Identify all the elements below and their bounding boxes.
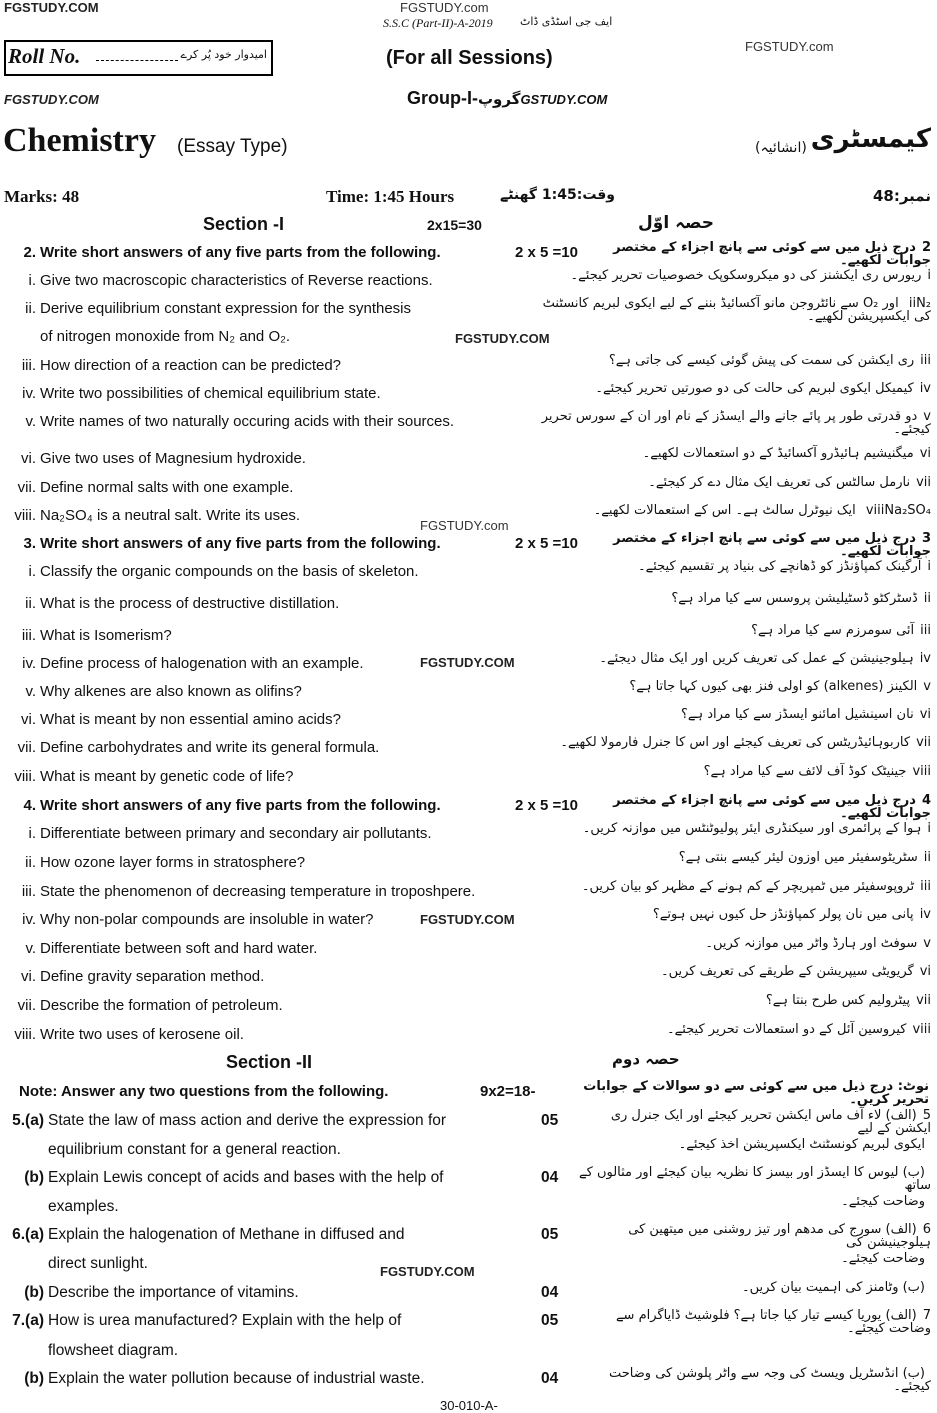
- part-number-urdu: vii: [916, 735, 931, 750]
- part-text: [6, 1026, 244, 1043]
- part-text: [6, 997, 283, 1014]
- part-label: Write two uses of kerosene oil.: [40, 1026, 244, 1043]
- part-number: i.: [28, 563, 36, 580]
- part-number-urdu: viii: [912, 1022, 931, 1037]
- part-text: [6, 911, 374, 928]
- question-label: Write short answers of any five parts from the following.: [40, 244, 441, 261]
- roll-label: Roll No.: [8, 44, 81, 68]
- part-label: Differentiate between primary and secondary air pollutants.: [40, 825, 432, 842]
- question-number: 5.(a): [12, 1112, 44, 1129]
- question-part-row: [0, 353, 937, 381]
- question-text: [6, 535, 441, 552]
- section-2-note-urdu: نوٹ: درج ذیل میں سے کوئی سے دو سوالات کے جوابات تحریر کریں۔: [583, 1079, 929, 1107]
- part-number: iv.: [22, 385, 36, 402]
- question-row: [0, 1194, 937, 1222]
- part-label: What is meant by non essential amino acids?: [40, 711, 341, 728]
- question-label: Describe the importance of vitamins.: [48, 1284, 299, 1301]
- part-number: i.: [28, 825, 36, 842]
- question-urdu: [578, 1195, 931, 1221]
- part-number: vi.: [21, 968, 36, 985]
- part-urdu-text: پانی میں نان پولر کمپاؤنڈز حل کیوں نہیں ہوتے؟: [652, 907, 914, 922]
- part-urdu: [540, 354, 931, 380]
- question-urdu-text: ایکوی لبریم کونسٹنٹ ایکسپریشن اخذ کیجئے۔: [678, 1137, 925, 1152]
- question-number: 7.(a): [12, 1312, 44, 1329]
- question-text: [2, 1370, 425, 1388]
- part-urdu: [540, 765, 931, 791]
- part-label: Give two macroscopic characteristics of Reverse reactions.: [40, 272, 433, 289]
- question-row: [0, 1338, 937, 1366]
- question-marks: 04: [541, 1284, 559, 1301]
- marks-urdu: نمبر:48: [872, 187, 931, 205]
- part-number: viii.: [14, 1026, 36, 1043]
- sessions: (For all Sessions): [386, 47, 553, 69]
- section-2-note: Note: Answer any two questions from the following.: [19, 1083, 389, 1100]
- question-row: [0, 1251, 937, 1279]
- question-number: (b): [24, 1169, 44, 1186]
- part-label: Differentiate between soft and hard water.: [40, 940, 318, 957]
- part-label: Describe the formation of petroleum.: [40, 997, 283, 1014]
- part-label: Derive equilibrium constant expression for the synthesis: [40, 300, 412, 317]
- watermark: FGSTUDY.COM: [420, 912, 515, 927]
- question-row: [0, 240, 937, 268]
- question-part-row: [0, 936, 937, 964]
- part-number: vii.: [17, 739, 36, 756]
- paper-type-urdu: (انشائیہ): [755, 140, 807, 156]
- part-number-urdu: iii: [920, 623, 931, 638]
- question-text: [6, 797, 441, 814]
- question-marks: 05: [541, 1312, 559, 1329]
- part-urdu: [540, 325, 931, 351]
- question-urdu: [612, 532, 931, 558]
- exam-title-urdu: ایف جی اسٹڈی ڈاٹ: [520, 15, 613, 28]
- part-urdu: [540, 560, 931, 586]
- question-part-row: [0, 907, 937, 935]
- section-1-marks: 2x15=30: [427, 217, 482, 233]
- part-number: viii.: [14, 507, 36, 524]
- question-label: flowsheet diagram.: [48, 1342, 179, 1359]
- part-label: Give two uses of Magnesium hydroxide.: [40, 450, 306, 467]
- part-label: Write names of two naturally occuring acids with their sources.: [40, 413, 455, 430]
- part-urdu-text: ریورس ری ایکشنز کی دو میکروسکوپک خصوصیات تحریر کیجئے۔: [570, 268, 922, 283]
- question-label: Explain the water pollution because of industrial waste.: [48, 1370, 425, 1387]
- part-number: ii.: [25, 854, 36, 871]
- question-text: [2, 1112, 446, 1130]
- part-text: [6, 883, 475, 900]
- section-1-title-urdu: حصہ اوّل: [638, 213, 715, 233]
- section-2-marks: 9x2=18-: [480, 1083, 536, 1100]
- part-urdu: [540, 908, 931, 934]
- question-part-row: [0, 879, 937, 907]
- question-part-row: [0, 559, 937, 587]
- question-part-row: [0, 475, 937, 503]
- section-1-title: Section -I: [203, 214, 285, 234]
- part-number-urdu: i: [927, 821, 931, 836]
- question-urdu-text: (الف) لاء آف ماس ایکشن تحریر کیجئے اور ایک جنرل ری ایکشن کے لیے: [610, 1108, 931, 1136]
- question-row: [0, 1366, 937, 1394]
- part-number-urdu: viii: [912, 764, 931, 779]
- question-number: 4.: [23, 797, 36, 814]
- part-urdu-text: N₂ اور O₂ سے نائٹروجن مانو آکسائیڈ بننے کے لیے ایکوی لبریم کانسٹنٹ کی ایکسپریشن لکھیے۔: [542, 296, 931, 324]
- question-part-row: [0, 591, 937, 619]
- question-urdu: [578, 1339, 931, 1365]
- question-label: How is urea manufactured? Explain with the help of: [48, 1312, 402, 1329]
- part-urdu: [540, 880, 931, 906]
- question-part-row: [0, 268, 937, 296]
- question-number: 3.: [23, 535, 36, 552]
- part-urdu-text: ری ایکشن کی سمت کی پیش گوئی کیسے کی جاتی ہے؟: [608, 353, 915, 368]
- question-label: direct sunlight.: [48, 1255, 148, 1272]
- part-urdu: [540, 447, 931, 473]
- part-number-urdu: v: [923, 936, 931, 951]
- marks: Marks: 48: [4, 187, 80, 206]
- part-urdu: [540, 504, 931, 530]
- part-text: [6, 450, 306, 467]
- part-label: Define carbohydrates and write its general formula.: [40, 739, 380, 756]
- part-number-urdu: iii: [920, 879, 931, 894]
- watermark: FGSTUDY.COM: [4, 92, 99, 107]
- question-text: [2, 1284, 299, 1302]
- question-urdu: [578, 1223, 931, 1249]
- part-label: State the phenomenon of decreasing temperature in troposhpere.: [40, 883, 476, 900]
- part-urdu-text: ٹروپوسفیئر میں ٹمپریچر کے کم ہونے کے مظہر کو بیان کریں۔: [581, 879, 915, 894]
- question-part-row: [0, 993, 937, 1021]
- question-row: [0, 1137, 937, 1165]
- question-urdu: [578, 1252, 931, 1278]
- question-row: [0, 1222, 937, 1250]
- watermark: FGSTUDY.COM: [455, 331, 550, 346]
- part-text: [6, 825, 432, 842]
- subject-urdu: کیمسٹری: [810, 124, 931, 154]
- question-urdu: [612, 241, 931, 267]
- subject: Chemistry: [3, 122, 156, 159]
- question-marks: 2 x 5 =10: [515, 244, 578, 261]
- part-label: Define normal salts with one example.: [40, 479, 294, 496]
- roll-number-box[interactable]: [4, 40, 273, 76]
- part-number: viii.: [14, 768, 36, 785]
- part-urdu: [540, 382, 931, 408]
- part-urdu: [540, 476, 931, 502]
- question-number-urdu: 5: [922, 1108, 931, 1123]
- question-part-row: [0, 821, 937, 849]
- part-number-urdu: vi: [919, 707, 931, 722]
- question-urdu-text: (الف) سورج کی مدھم اور تیز روشنی میں میتھین کی ہیلوجینیشن کی: [628, 1222, 931, 1250]
- question-text: [2, 1169, 444, 1187]
- question-urdu-text: (ب) لیوس کا ایسڈز اور بیسز کا نظریہ بیان کیجئے اور مثالوں کے ساتھ: [579, 1165, 931, 1193]
- question-part-row: [0, 503, 937, 531]
- part-number: iv.: [22, 655, 36, 672]
- watermark: FGSTUDY.COM: [420, 655, 515, 670]
- part-urdu: [540, 822, 931, 848]
- question-marks: 05: [541, 1226, 559, 1243]
- part-number-urdu: ii: [908, 296, 917, 311]
- question-marks: 04: [541, 1169, 559, 1186]
- question-urdu: [578, 1367, 931, 1393]
- part-urdu-text: پیٹرولیم کس طرح بنتا ہے؟: [765, 993, 911, 1008]
- question-text: [2, 1198, 119, 1216]
- part-number-urdu: viii: [865, 503, 885, 518]
- paper-code: 30-010-A-: [440, 1398, 498, 1413]
- part-number-urdu: vi: [919, 964, 931, 979]
- question-marks: 04: [541, 1370, 559, 1387]
- question-label: Explain Lewis concept of acids and bases with the help of: [48, 1169, 444, 1186]
- question-label: Write short answers of any five parts from the following.: [40, 797, 441, 814]
- part-urdu: [540, 680, 931, 706]
- part-text: [6, 711, 341, 728]
- part-number-urdu: vii: [916, 993, 931, 1008]
- question-part-row: [0, 707, 937, 735]
- question-number: 6.(a): [12, 1226, 44, 1243]
- part-text: [6, 328, 290, 345]
- part-urdu: [540, 652, 931, 678]
- question-label: equilibrium constant for a general reaction.: [48, 1141, 341, 1158]
- question-text: [2, 1312, 401, 1330]
- part-urdu-text: آئی سومرزم سے کیا مراد ہے؟: [751, 623, 915, 638]
- question-text: [6, 244, 441, 261]
- question-row: [0, 793, 937, 821]
- question-row: [0, 1308, 937, 1336]
- question-part-row: [0, 1022, 937, 1050]
- part-text: [6, 940, 317, 957]
- part-urdu-text: آرگینک کمپاؤنڈز کو ڈھانچے کی بنیاد پر تقسیم کیجئے۔: [637, 559, 922, 574]
- question-marks: 05: [541, 1112, 559, 1129]
- part-text: [6, 768, 293, 785]
- part-text: [6, 385, 381, 402]
- part-urdu: [540, 1023, 931, 1049]
- part-number: vi.: [21, 450, 36, 467]
- part-text: [6, 413, 454, 430]
- watermark: FGSTUDY.COM: [4, 0, 99, 15]
- watermark: FGSTUDY.com: [420, 518, 509, 533]
- part-number: iii.: [21, 357, 36, 374]
- part-urdu-text: سوفٹ اور ہارڈ واٹر میں موازنہ کریں۔: [705, 936, 918, 951]
- part-text: [6, 595, 339, 612]
- part-urdu: [540, 965, 931, 991]
- part-label: How direction of a reaction can be predicted?: [40, 357, 342, 374]
- question-urdu: [578, 1166, 931, 1192]
- part-urdu-text: نارمل سالٹس کی تعریف ایک مثال دے کر کیجئے۔: [648, 475, 911, 490]
- part-label: Why alkenes are also known as olifins?: [40, 683, 302, 700]
- part-label: Define gravity separation method.: [40, 968, 265, 985]
- part-number: iii.: [21, 883, 36, 900]
- part-number-urdu: v: [923, 679, 931, 694]
- part-text: [6, 272, 433, 289]
- part-label: What is the process of destructive distillation.: [40, 595, 340, 612]
- part-text: [6, 739, 379, 756]
- question-text: [2, 1255, 148, 1273]
- part-urdu: [540, 410, 931, 436]
- question-text: [2, 1226, 405, 1244]
- part-label: Classify the organic compounds on the basis of skeleton.: [40, 563, 419, 580]
- part-number-urdu: iv: [919, 651, 931, 666]
- question-urdu: [578, 1309, 931, 1335]
- part-number: ii.: [25, 595, 36, 612]
- part-urdu-text: کاربوہائیڈریٹس کی تعریف کیجئے اور اس کا جنرل فارمولا لکھیے۔: [560, 735, 911, 750]
- part-text: [6, 968, 264, 985]
- question-row: [0, 1165, 937, 1193]
- part-urdu: [540, 624, 931, 650]
- exam-title: S.S.C (Part-II)-A-2019: [383, 16, 493, 30]
- part-number: iv.: [22, 911, 36, 928]
- part-number-urdu: ii: [923, 850, 931, 865]
- question-number-urdu: 7: [922, 1308, 931, 1323]
- part-urdu: [540, 592, 931, 618]
- question-number-urdu: 6: [922, 1222, 931, 1237]
- question-text: [2, 1342, 178, 1360]
- watermark: FGSTUDY.com: [400, 0, 489, 15]
- part-urdu-text: دو قدرتی طور پر پائے جانے والے ایسڈز کے نام اور ان کے سورس تحریر کیجئے۔: [541, 409, 931, 437]
- roll-urdu: امیدوار خود پُر کرے: [180, 48, 267, 61]
- question-label: Write short answers of any five parts from the following.: [40, 535, 441, 552]
- paper-type: (Essay Type): [177, 136, 288, 157]
- question-number: 2.: [23, 244, 36, 261]
- part-urdu: [540, 937, 931, 963]
- question-urdu-text: (الف) یوریا کیسے تیار کیا جاتا ہے؟ فلوشیٹ ڈایاگرام سے وضاحت کیجئے۔: [615, 1308, 931, 1336]
- question-urdu: [578, 1281, 931, 1307]
- part-number: v.: [25, 940, 36, 957]
- part-text: [6, 655, 364, 672]
- question-number-urdu: 3: [921, 531, 931, 546]
- part-urdu: [540, 297, 931, 323]
- question-urdu-text: درج ذیل میں سے کوئی سے پانچ اجزاء کے مختصر جوابات لکھیے۔: [613, 531, 931, 559]
- question-urdu: [612, 794, 931, 820]
- question-number-urdu: 4: [921, 793, 931, 808]
- part-label: Write two possibilities of chemical equilibrium state.: [40, 385, 381, 402]
- question-urdu-text: درج ذیل میں سے کوئی سے پانچ اجزاء کے مختصر جوابات لکھیے۔: [613, 793, 931, 821]
- question-marks: 2 x 5 =10: [515, 535, 578, 552]
- part-number: v.: [25, 683, 36, 700]
- time: Time: 1:45 Hours: [326, 187, 455, 206]
- part-urdu-text: کیروسین آئل کے دو استعمالات تحریر کیجئے۔: [666, 1022, 907, 1037]
- question-part-row: [0, 324, 937, 352]
- question-part-row: [0, 735, 937, 763]
- part-number-urdu: v: [923, 409, 931, 424]
- part-urdu-text: الکینز (alkenes) کو اولی فنز بھی کیوں کہا جاتا ہے؟: [629, 679, 918, 694]
- part-number-urdu: vii: [916, 475, 931, 490]
- roll-number-line: [96, 60, 178, 61]
- part-text: [6, 507, 300, 524]
- time-urdu: وقت:1:45 گھنٹے: [500, 187, 616, 203]
- question-number: (b): [24, 1284, 44, 1301]
- part-number-urdu: ii: [923, 591, 931, 606]
- part-urdu: [540, 851, 931, 877]
- question-part-row: [0, 446, 937, 474]
- part-urdu-text: نان اسینشیل امائنو ایسڈز سے کیا مراد ہے؟: [680, 707, 914, 722]
- part-number-urdu: i: [927, 268, 931, 283]
- part-number: vii.: [17, 997, 36, 1014]
- question-text: [2, 1141, 341, 1159]
- part-text: [6, 627, 172, 644]
- question-part-row: [0, 964, 937, 992]
- part-number-urdu: vi: [919, 446, 931, 461]
- question-part-row: [0, 764, 937, 792]
- part-number: v.: [25, 413, 36, 430]
- part-number: i.: [28, 272, 36, 289]
- question-urdu: [578, 1109, 931, 1135]
- part-urdu-text: سٹریٹوسفیئر میں اوزون لیئر کیسے بنتی ہے؟: [678, 850, 918, 865]
- part-text: [6, 479, 293, 496]
- question-part-row: [0, 651, 937, 679]
- part-urdu-text: میگنیشیم ہائیڈرو آکسائیڈ کے دو استعمالات لکھیے۔: [642, 446, 914, 461]
- part-urdu-text: جینیٹک کوڈ آف لائف سے کیا مراد ہے؟: [703, 764, 907, 779]
- part-text: [6, 683, 302, 700]
- part-number: vi.: [21, 711, 36, 728]
- question-marks: 2 x 5 =10: [515, 797, 578, 814]
- question-part-row: [0, 381, 937, 409]
- watermark: FGSTUDY.COM: [380, 1264, 475, 1279]
- question-label: State the law of mass action and derive the expression for: [48, 1112, 447, 1129]
- part-urdu-text: Na₂SO₄ ایک نیوٹرل سالٹ ہے۔ اس کے استعمالات لکھیے۔: [593, 503, 931, 518]
- part-text: [6, 854, 305, 871]
- question-number-urdu: 2: [921, 240, 931, 255]
- part-label: What is meant by genetic code of life?: [40, 768, 294, 785]
- section-2-title-urdu: حصہ دوم: [612, 1050, 680, 1068]
- part-label: of nitrogen monoxide from N₂ and O₂.: [40, 328, 291, 345]
- part-urdu-text: ہیلوجینیشن کے عمل کی تعریف کریں اور ایک مثال دیجئے۔: [599, 651, 914, 666]
- part-urdu: [540, 269, 931, 295]
- question-urdu-text: (ب) وٹامنز کی اہمیت بیان کریں۔: [742, 1280, 925, 1295]
- question-urdu-text: وضاحت کیجئے۔: [841, 1251, 925, 1266]
- part-label: Why non-polar compounds are insoluble in water?: [40, 911, 374, 928]
- question-number: (b): [24, 1370, 44, 1387]
- watermark: FGSTUDY.com: [745, 39, 834, 54]
- question-part-row: [0, 679, 937, 707]
- part-urdu: [540, 708, 931, 734]
- part-urdu: [540, 736, 931, 762]
- question-urdu-text: وضاحت کیجئے۔: [841, 1194, 925, 1209]
- question-row: [0, 1280, 937, 1308]
- part-text: [6, 300, 411, 317]
- part-label: What is Isomerism?: [40, 627, 172, 644]
- question-part-row: [0, 296, 937, 324]
- part-label: How ozone layer forms in stratosphere?: [40, 854, 306, 871]
- part-text: [6, 357, 341, 374]
- question-label: Explain the halogenation of Methane in diffused and: [48, 1226, 405, 1243]
- question-part-row: [0, 409, 937, 437]
- section-2-title: Section -II: [226, 1052, 313, 1072]
- part-urdu: [540, 994, 931, 1020]
- part-number-urdu: iv: [919, 381, 931, 396]
- part-number-urdu: i: [927, 559, 931, 574]
- part-urdu-text: ہوا کے پرائمری اور سیکنڈری ایئر پولیوٹنٹس میں موازنہ کریں۔: [582, 821, 922, 836]
- part-number-urdu: iii: [920, 353, 931, 368]
- question-row: [0, 1108, 937, 1136]
- question-urdu-text: (ب) انڈسٹریل ویسٹ کی وجہ سے واٹر پلوشن کی وضاحت کیجئے۔: [608, 1366, 931, 1394]
- question-part-row: [0, 623, 937, 651]
- part-urdu-text: ڈسٹرکٹو ڈسٹیلیشن پروسس سے کیا مراد ہے؟: [671, 591, 918, 606]
- question-row: [0, 531, 937, 559]
- question-part-row: [0, 850, 937, 878]
- part-number: iii.: [21, 627, 36, 644]
- part-urdu-text: گریویٹی سیپریشن کے طریقے کی تعریف کریں۔: [661, 964, 914, 979]
- part-urdu-text: کیمیکل ایکوی لبریم کی حالت کی دو صورتیں تحریر کیجئے۔: [595, 381, 914, 396]
- part-label: Define process of halogenation with an example.: [40, 655, 364, 672]
- part-number: vii.: [17, 479, 36, 496]
- question-urdu: [578, 1138, 931, 1164]
- part-number: ii.: [25, 300, 36, 317]
- group: Group-I-گروپGSTUDY.COM: [407, 88, 608, 108]
- question-urdu-text: درج ذیل میں سے کوئی سے پانچ اجزاء کے مختصر جوابات لکھیے۔: [613, 240, 931, 268]
- question-label: examples.: [48, 1198, 119, 1215]
- part-label: Na₂SO₄ is a neutral salt. Write its uses.: [40, 507, 301, 524]
- part-text: [6, 563, 419, 580]
- part-number-urdu: iv: [919, 907, 931, 922]
